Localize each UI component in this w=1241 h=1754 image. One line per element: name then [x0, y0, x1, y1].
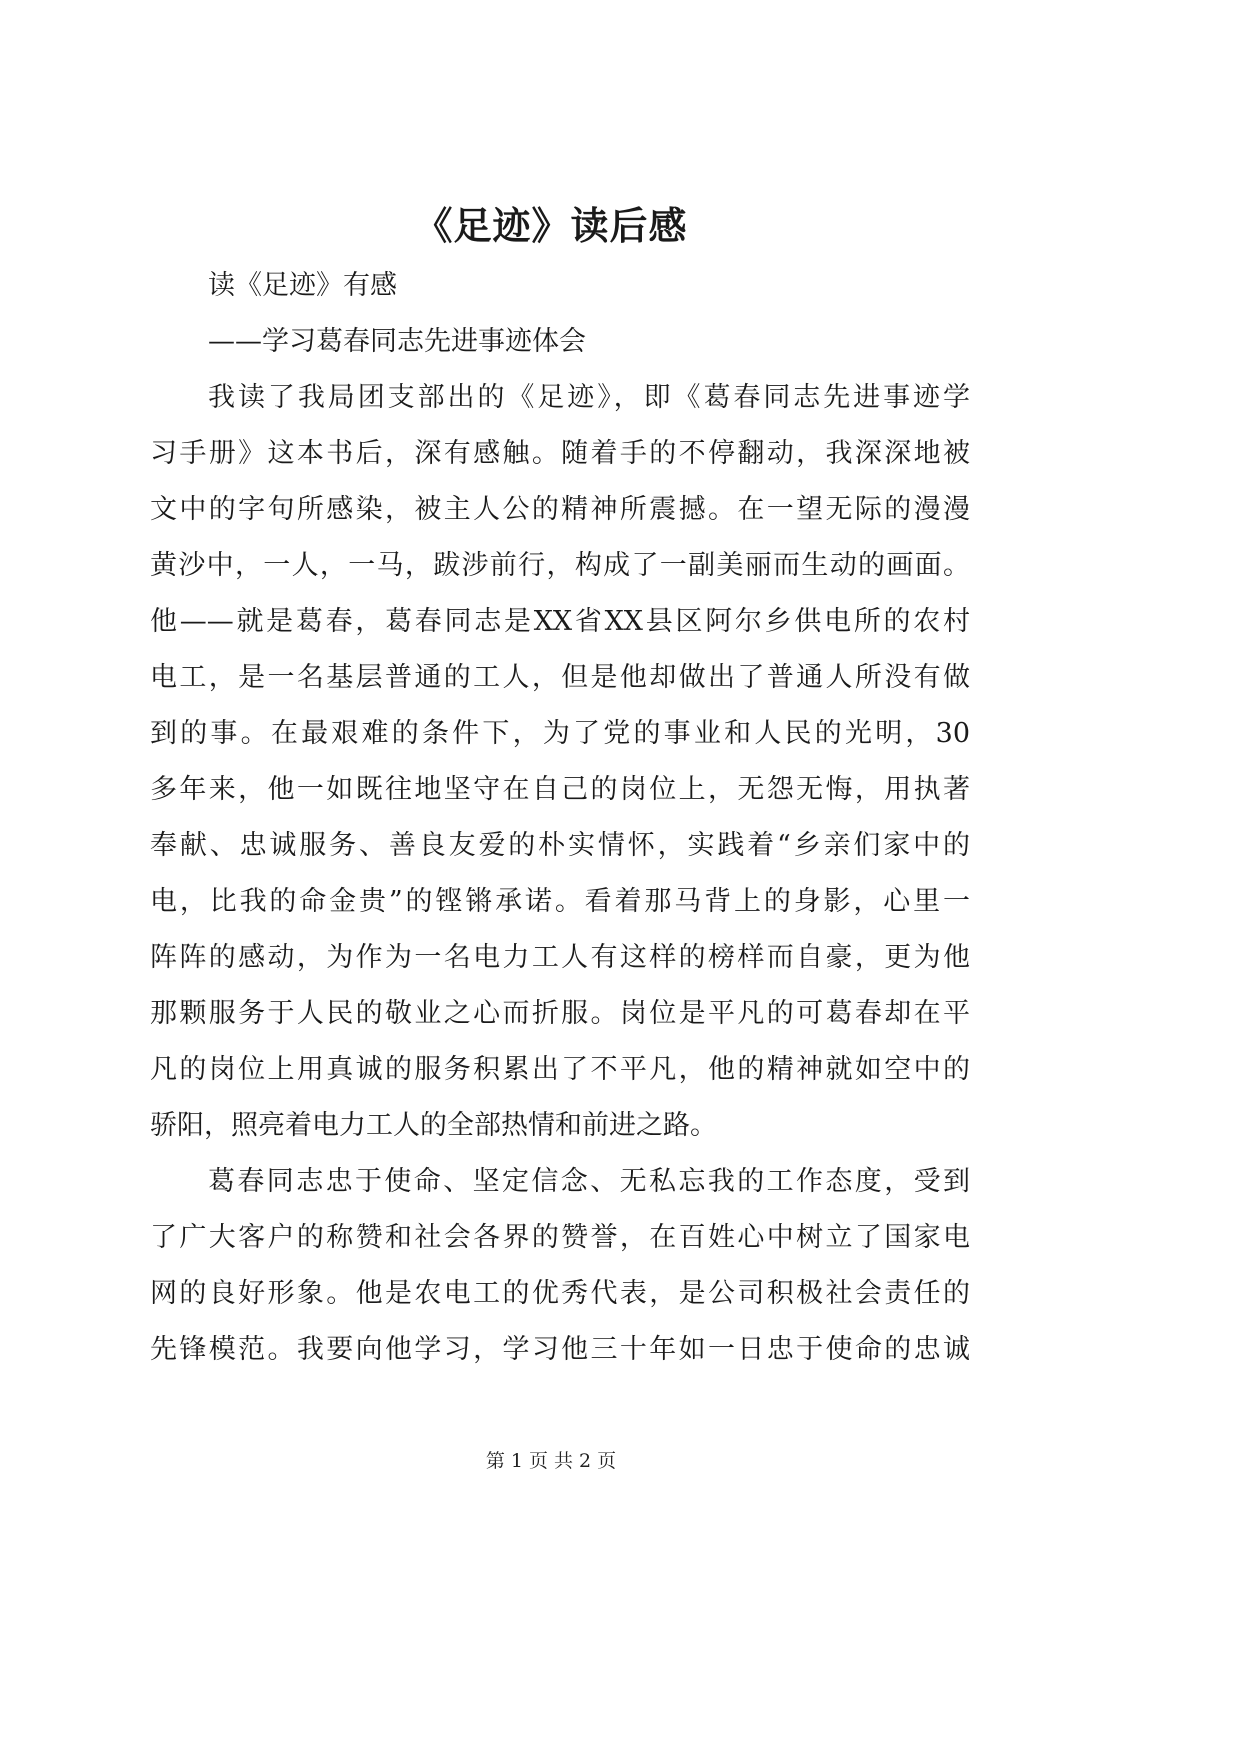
document-title: 《足迹》读后感 [414, 203, 688, 248]
paragraph-line: 葛春同志忠于使命、坚定信念、无私忘我的工作态度，受到 [208, 1166, 970, 1197]
paragraph-line: 电工，是一名基层普通的工人，但是他却做出了普通人所没有做 [150, 662, 970, 693]
paragraph-line: 多年来，他一如既往地坚守在自己的岗位上，无怨无悔，用执著 [150, 774, 970, 805]
document-body [150, 258, 970, 1378]
paragraph-line: 那颗服务于人民的敬业之心而折服。岗位是平凡的可葛春却在平 [150, 998, 970, 1029]
paragraph-line: 习手册》这本书后，深有感触。随着手的不停翻动，我深深地被 [150, 438, 970, 469]
paragraph-line: 骄阳，照亮着电力工人的全部热情和前进之路。 [150, 1110, 717, 1141]
paragraph-line: 了广大客户的称赞和社会各界的赞誉，在百姓心中树立了国家电 [150, 1222, 970, 1253]
paragraph-line: 黄沙中，一人，一马，跋涉前行，构成了一副美丽而生动的画面。 [150, 550, 970, 581]
paragraph-line: 到的事。在最艰难的条件下，为了党的事业和人民的光明，30 [150, 718, 970, 749]
paragraph-line: 凡的岗位上用真诚的服务积累出了不平凡，他的精神就如空中的 [150, 1054, 970, 1085]
paragraph-line: 电，比我的命金贵”的铿锵承诺。看着那马背上的身影，心里一 [150, 886, 970, 917]
paragraph-line: 奉献、忠诚服务、善良友爱的朴实情怀，实践着“乡亲们家中的 [150, 830, 970, 861]
paragraph-line: 文中的字句所感染，被主人公的精神所震撼。在一望无际的漫漫 [150, 494, 970, 525]
paragraph-line: 先锋模范。我要向他学习，学习他三十年如一日忠于使命的忠诚 [150, 1334, 970, 1365]
page-number-label: 第 1 页 共 2 页 [485, 1450, 617, 1472]
paragraph-line: 网的良好形象。他是农电工的优秀代表，是公司积极社会责任的 [150, 1278, 970, 1309]
paragraph-line: 我读了我局团支部出的《足迹》，即《葛春同志先进事迹学 [208, 382, 970, 413]
page-footer [0, 1446, 1102, 1476]
paragraph-line: 他——就是葛春，葛春同志是XX省XX县区阿尔乡供电所的农村 [150, 606, 970, 637]
paragraph-line: 阵阵的感动，为作为一名电力工人有这样的榜样而自豪，更为他 [150, 942, 970, 973]
subtitle-line: 读《足迹》有感 [208, 270, 397, 301]
subtitle-line: ——学习葛春同志先进事迹体会 [208, 326, 586, 357]
